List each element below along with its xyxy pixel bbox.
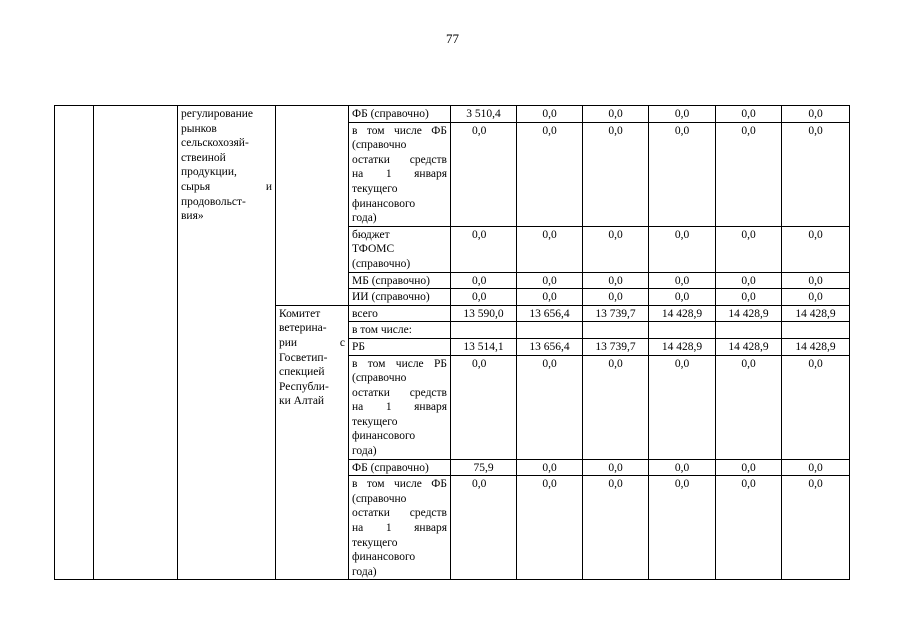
text-line: текущего bbox=[352, 182, 398, 195]
text-line: текущего bbox=[352, 536, 398, 549]
value-cell: 14 428,9 bbox=[649, 338, 716, 355]
value-cell: 0,0 bbox=[782, 289, 850, 306]
text-line: Республи- bbox=[279, 380, 329, 393]
executor-cell bbox=[276, 305, 349, 580]
text-line: продовольст- bbox=[181, 195, 246, 208]
value-cell: 13 656,4 bbox=[517, 338, 583, 355]
value-cell: 0,0 bbox=[716, 289, 782, 306]
value-cell: 13 514,1 bbox=[451, 338, 517, 355]
value-cell: 0,0 bbox=[583, 122, 649, 226]
number-cell bbox=[55, 106, 94, 580]
text-line: на 1 января bbox=[352, 401, 447, 414]
value-cell: 0,0 bbox=[782, 355, 850, 459]
text-line: РБ bbox=[352, 340, 365, 353]
value-cell: 0,0 bbox=[583, 226, 649, 272]
text-line: года) bbox=[352, 212, 377, 225]
text-line: Госветип- bbox=[279, 351, 328, 364]
value-cell: 0,0 bbox=[451, 476, 517, 580]
text-line: в том числе РБ bbox=[352, 357, 447, 370]
source-cell bbox=[349, 459, 451, 476]
value-cell: 0,0 bbox=[649, 459, 716, 476]
text-line: (справочно bbox=[352, 492, 407, 505]
source-cell bbox=[349, 122, 451, 226]
source-cell bbox=[349, 289, 451, 306]
value-cell: 0,0 bbox=[583, 272, 649, 289]
text-line: остатки средств bbox=[352, 507, 447, 520]
value-cell: 0,0 bbox=[782, 476, 850, 580]
value-cell: 0,0 bbox=[451, 226, 517, 272]
source-cell bbox=[349, 272, 451, 289]
value-cell: 0,0 bbox=[517, 289, 583, 306]
value-cell: 0,0 bbox=[782, 122, 850, 226]
text-line: остатки средств bbox=[352, 386, 447, 399]
text-line: года) bbox=[352, 565, 377, 578]
value-cell: 0,0 bbox=[782, 272, 850, 289]
value-cell: 0,0 bbox=[649, 122, 716, 226]
text-line: Комитет bbox=[279, 307, 321, 320]
value-cell: 0,0 bbox=[517, 355, 583, 459]
value-cell: 0,0 bbox=[517, 122, 583, 226]
text-line: года) bbox=[352, 445, 377, 458]
page-number: 77 bbox=[446, 31, 459, 46]
value-cell: 0,0 bbox=[716, 226, 782, 272]
value-cell: 0,0 bbox=[716, 106, 782, 123]
value-cell: 0,0 bbox=[649, 226, 716, 272]
text-line: рии с bbox=[279, 336, 345, 349]
value-cell: 0,0 bbox=[649, 106, 716, 123]
text-line: ки Алтай bbox=[279, 395, 325, 408]
value-cell: 0,0 bbox=[517, 476, 583, 580]
value-cell: 13 739,7 bbox=[583, 305, 649, 322]
value-cell: 0,0 bbox=[716, 459, 782, 476]
text-line: ФБ (справочно) bbox=[352, 461, 429, 474]
value-cell: 0,0 bbox=[649, 289, 716, 306]
value-cell bbox=[716, 322, 782, 339]
program-name-cell bbox=[178, 106, 276, 580]
value-cell: 14 428,9 bbox=[716, 305, 782, 322]
financing-table bbox=[54, 105, 850, 580]
source-cell bbox=[349, 305, 451, 322]
text-line: текущего bbox=[352, 415, 398, 428]
table-body bbox=[55, 106, 850, 580]
text-line: на 1 января bbox=[352, 522, 447, 535]
value-cell: 14 428,9 bbox=[649, 305, 716, 322]
value-cell: 0,0 bbox=[782, 106, 850, 123]
text-line: бюджет bbox=[352, 228, 390, 241]
source-cell bbox=[349, 355, 451, 459]
source-cell bbox=[349, 226, 451, 272]
value-cell: 0,0 bbox=[517, 272, 583, 289]
text-line: ИИ (справочно) bbox=[352, 291, 430, 304]
value-cell bbox=[517, 322, 583, 339]
text-line: финансового bbox=[352, 430, 416, 443]
name-cell bbox=[94, 106, 178, 580]
value-cell: 75,9 bbox=[451, 459, 517, 476]
value-cell: 0,0 bbox=[451, 355, 517, 459]
value-cell: 0,0 bbox=[716, 272, 782, 289]
text-line: продукции, bbox=[181, 166, 237, 179]
value-cell: 0,0 bbox=[782, 459, 850, 476]
value-cell: 0,0 bbox=[649, 355, 716, 459]
text-line: рынков bbox=[181, 122, 217, 135]
text-line: ствеиной bbox=[181, 151, 226, 164]
value-cell bbox=[782, 322, 850, 339]
value-cell bbox=[649, 322, 716, 339]
text-line: всего bbox=[352, 307, 378, 320]
text-line: финансового bbox=[352, 551, 416, 564]
text-line: вия» bbox=[181, 210, 204, 223]
text-line: в том числе: bbox=[352, 324, 412, 337]
value-cell: 0,0 bbox=[716, 476, 782, 580]
value-cell: 0,0 bbox=[782, 226, 850, 272]
value-cell: 0,0 bbox=[716, 122, 782, 226]
text-line: сырья и bbox=[181, 180, 272, 193]
text-line: (справочно bbox=[352, 372, 407, 385]
text-line: ветеринa- bbox=[279, 322, 327, 335]
text-line: финансового bbox=[352, 197, 416, 210]
text-line: спекцией bbox=[279, 366, 325, 379]
value-cell: 13 590,0 bbox=[451, 305, 517, 322]
table-row bbox=[55, 106, 850, 123]
value-cell: 0,0 bbox=[583, 106, 649, 123]
executor-cell bbox=[276, 106, 349, 306]
value-cell: 0,0 bbox=[451, 272, 517, 289]
value-cell: 0,0 bbox=[583, 476, 649, 580]
text-line: остатки средств bbox=[352, 153, 447, 166]
value-cell bbox=[451, 322, 517, 339]
value-cell: 0,0 bbox=[451, 289, 517, 306]
source-cell bbox=[349, 322, 451, 339]
value-cell: 13 656,4 bbox=[517, 305, 583, 322]
value-cell: 14 428,9 bbox=[782, 305, 850, 322]
text-line: (справочно bbox=[352, 139, 407, 152]
value-cell: 0,0 bbox=[583, 289, 649, 306]
value-cell: 0,0 bbox=[649, 272, 716, 289]
text-line: (справочно) bbox=[352, 257, 411, 270]
value-cell: 14 428,9 bbox=[782, 338, 850, 355]
text-line: ФБ (справочно) bbox=[352, 108, 429, 120]
value-cell: 0,0 bbox=[583, 459, 649, 476]
text-line: МБ (справочно) bbox=[352, 274, 430, 287]
text-line: ТФОМС bbox=[352, 243, 395, 256]
source-cell bbox=[349, 338, 451, 355]
text-line: в том числе ФБ bbox=[352, 478, 447, 491]
text-line: регулирование bbox=[181, 108, 254, 120]
value-cell: 14 428,9 bbox=[716, 338, 782, 355]
text-line: на 1 января bbox=[352, 168, 447, 181]
source-cell bbox=[349, 106, 451, 123]
value-cell: 0,0 bbox=[517, 459, 583, 476]
value-cell: 0,0 bbox=[517, 106, 583, 123]
value-cell: 3 510,4 bbox=[451, 106, 517, 123]
value-cell: 0,0 bbox=[716, 355, 782, 459]
text-line: сельскохозяй- bbox=[181, 137, 249, 150]
text-line: в том числе ФБ bbox=[352, 124, 447, 137]
value-cell: 0,0 bbox=[451, 122, 517, 226]
value-cell: 0,0 bbox=[649, 476, 716, 580]
value-cell: 0,0 bbox=[583, 355, 649, 459]
source-cell bbox=[349, 476, 451, 580]
value-cell bbox=[583, 322, 649, 339]
value-cell: 13 739,7 bbox=[583, 338, 649, 355]
value-cell: 0,0 bbox=[517, 226, 583, 272]
